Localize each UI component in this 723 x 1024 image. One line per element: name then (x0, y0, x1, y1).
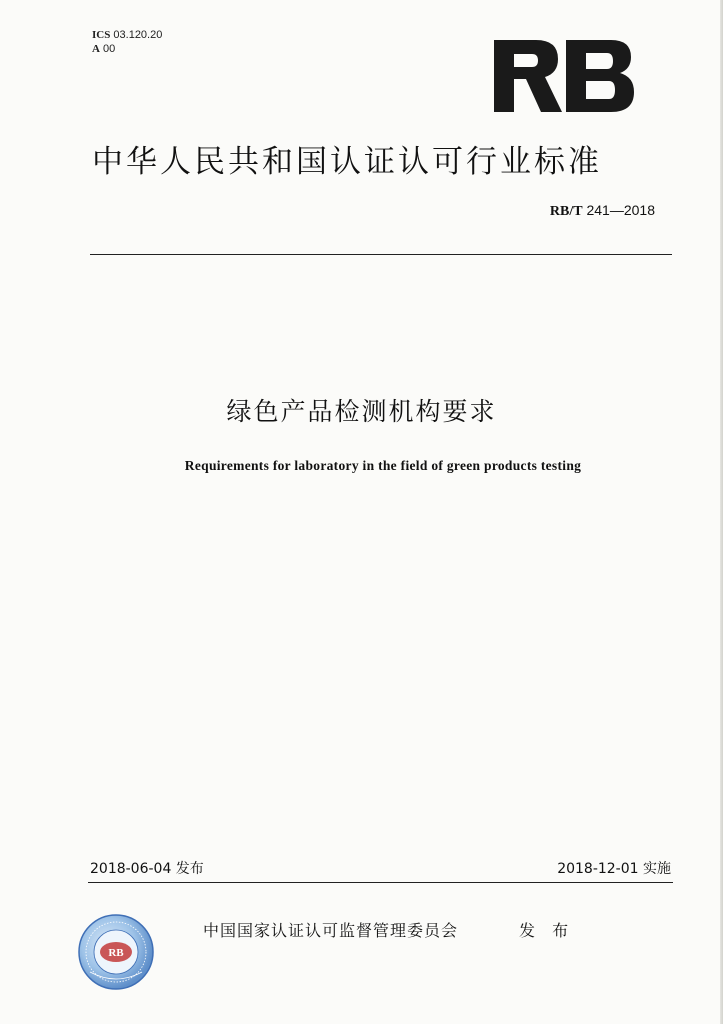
standard-number-code: RB/T (549, 204, 583, 219)
bottom-divider (88, 882, 673, 883)
issue-date: 2018-06-04 发布 (90, 861, 204, 877)
seal-logo-text: RB (108, 947, 124, 959)
standard-category-title: 中华人民共和国认证认可行业标准 (92, 144, 602, 180)
publisher-name: 中国国家认证认可监督管理委员会 (203, 921, 459, 940)
class-code: 00 (103, 43, 116, 55)
standard-number (550, 202, 655, 220)
class-row (92, 42, 162, 56)
classification-block (92, 28, 162, 56)
anti-counterfeit-seal (76, 912, 156, 992)
rb-logo (492, 40, 634, 112)
standard-number-value: 241—2018 (586, 202, 655, 218)
implementation-date: 2018-12-01 实施 (557, 861, 671, 877)
document-title-chinese: 绿色产品检测机构要求 (226, 397, 497, 426)
top-divider (90, 254, 672, 255)
ics-code: 03.120.20 (113, 29, 163, 41)
ics-label: ICS (92, 29, 111, 41)
document-title-english: Requirements for laboratory in the field of green products testing (184, 458, 582, 473)
publish-label: 发 布 (519, 921, 575, 940)
ics-row (92, 28, 162, 42)
class-label: A (92, 43, 100, 55)
